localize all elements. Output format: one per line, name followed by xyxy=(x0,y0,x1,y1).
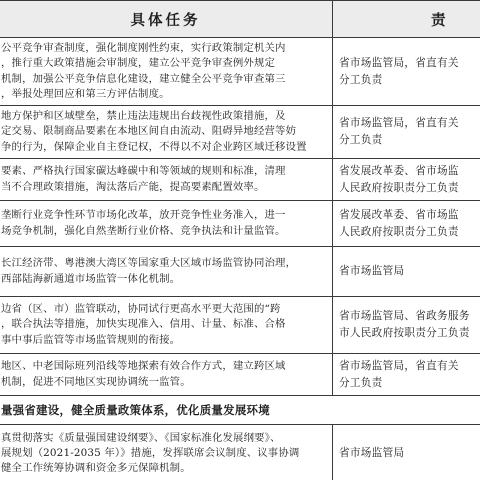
responsible-cell xyxy=(333,159,480,201)
task-line: 健全工作统筹协调和资金多元保障机制。 xyxy=(1,462,191,475)
header-task: 具体任务 xyxy=(0,1,333,38)
responsible-line: 分工负责 xyxy=(339,73,383,86)
task-line: 机制，加强公平竞争信息化建设，建立健全公平竞争审查第三 xyxy=(1,72,286,85)
header-row xyxy=(0,1,480,38)
task-line: 地方保护和区域壁垒，禁止违法违规出台歧视性政策措施，及 xyxy=(1,110,286,123)
task-cell xyxy=(0,201,333,247)
task-line: 争的行为，保障企业自主登记权，不得以不对企业跨区域迁移设置 xyxy=(1,140,307,153)
task-line: 地区、中老国际班列沿线等地探索有效合作方式，建立跨区域 xyxy=(1,360,286,373)
table-row xyxy=(0,297,480,354)
task-line: 机制，促进不同地区实现协调统一监管。 xyxy=(1,375,191,388)
table-row xyxy=(0,106,480,159)
table-row xyxy=(0,159,480,201)
task-line: 定交易、限制商品要素在本地区间自由流动、阻碍异地经营等妨 xyxy=(1,125,297,138)
responsible-line: 省市场监管局，省直有关 xyxy=(339,359,459,372)
responsible-line: 省发展改革委、省市场监 xyxy=(339,164,459,177)
task-cell xyxy=(0,354,333,396)
task-line: 边省（区、市）监管联动，协同试行更高水平更大范围的“跨 xyxy=(1,303,281,316)
task-line: 当不合理政策措施，淘汰落后产能，提高要素配置效率。 xyxy=(1,180,265,193)
task-cell xyxy=(0,38,333,106)
table-row xyxy=(0,425,480,480)
task-line: 场竞争机制，强化自然垄断行业价格、竞争执法和计量监管。 xyxy=(1,224,286,237)
table-row xyxy=(0,201,480,247)
responsible-line: 分工负责 xyxy=(339,134,383,146)
responsible-line: 省市场监管局 xyxy=(339,447,405,459)
task-cell xyxy=(0,106,333,159)
responsible-line: 分工负责 xyxy=(339,376,383,389)
task-line: ，联合执法等措施，加快实现准入、信用、计量、标准、合格 xyxy=(1,318,286,331)
responsible-cell xyxy=(333,247,480,297)
task-line: 垄断行业竞争性环节市场化改革，放开竞争性业务准入，进一 xyxy=(1,209,286,222)
task-line: 公平竞争审查制度，强化制度刚性约束，实行政策制定机关内 xyxy=(1,42,286,55)
responsible-cell xyxy=(333,38,480,106)
task-cell xyxy=(0,247,333,297)
responsible-cell xyxy=(333,425,480,480)
table-row xyxy=(0,354,480,396)
responsible-line: 省市场监管局，省直有关 xyxy=(339,56,459,69)
task-line: 西部陆海新通道市场监管一体化机制。 xyxy=(1,272,181,285)
responsible-line: 省市场监管局 xyxy=(339,265,405,277)
responsible-line: 人民政府按职责分工负责 xyxy=(339,225,459,238)
task-cell xyxy=(0,297,333,354)
table-row xyxy=(0,247,480,297)
task-cell xyxy=(0,159,333,201)
section-row xyxy=(0,396,480,425)
task-line: 展规划（2021-2035 年）》措施，发挥联席会议制度、议事协调 xyxy=(1,446,300,459)
responsible-cell xyxy=(333,106,480,159)
task-cell xyxy=(0,425,333,480)
responsible-line: 省市场监管局，省直有关 xyxy=(339,117,459,129)
responsible-line: 省发展改革委、省市场监 xyxy=(339,208,459,221)
responsible-line: 省市场监管局、省政务服务 xyxy=(339,310,470,322)
table-row xyxy=(0,38,480,106)
responsible-cell xyxy=(333,297,480,354)
responsible-line: 市人民政府按职责分工负责 xyxy=(339,327,470,339)
header-responsible: 责 xyxy=(333,1,480,38)
task-line: ，推行重大政策措施会审制度，建立公平竞争审查例外规定 xyxy=(1,57,276,70)
task-line: 要素、严格执行国家碳达峰碳中和等领域的规则和标准，清理 xyxy=(1,165,286,178)
task-line: 事中事后监管等市场监管规则的衔接。 xyxy=(1,333,181,346)
task-line: 真贯彻落实《质量强国建设纲要》、《国家标准化发展纲要》、 xyxy=(1,431,281,444)
section-title: 量强省建设，健全质量政策体系，优化质量发展环境 xyxy=(0,396,480,425)
responsible-cell xyxy=(333,201,480,247)
task-line: ，举报处理回应和第三方评估制度。 xyxy=(1,87,170,100)
task-line: 长江经济带、粤港澳大湾区等国家重大区域市场监管协同治理， xyxy=(1,257,297,270)
responsible-line: 人民政府按职责分工负责 xyxy=(339,181,459,194)
responsible-cell xyxy=(333,354,480,396)
